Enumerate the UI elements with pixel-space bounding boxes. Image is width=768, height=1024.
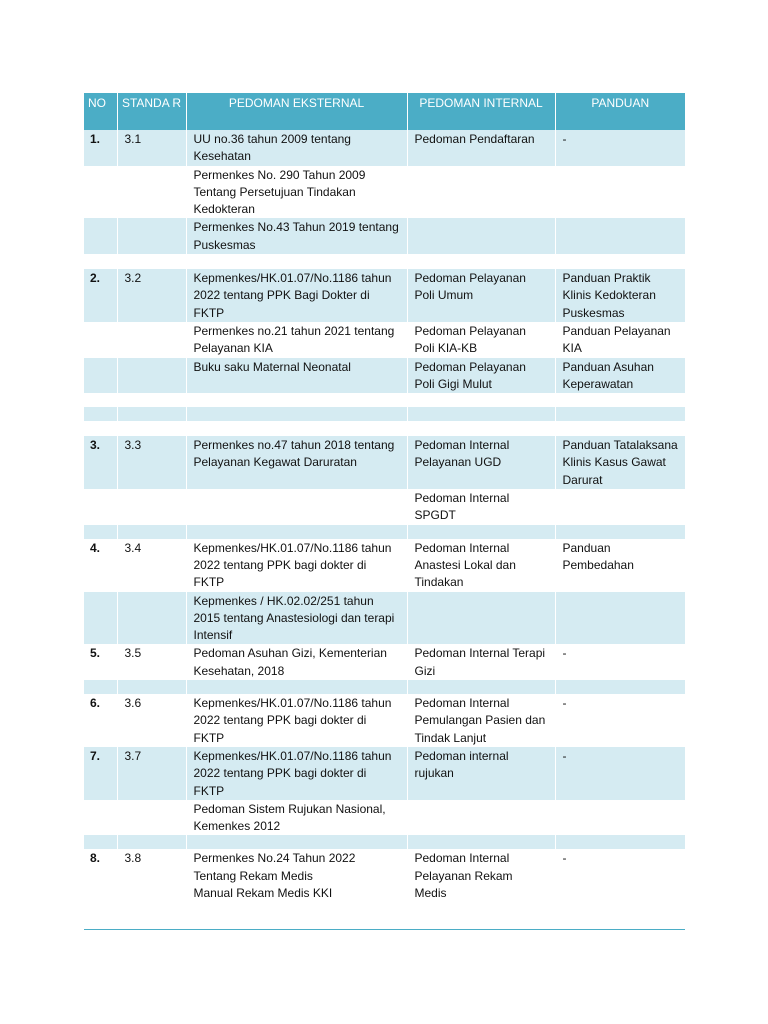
row-number: 8. <box>84 849 117 902</box>
internal-cell: Pedoman Internal SPGDT <box>407 489 555 525</box>
spacer-row <box>84 525 685 539</box>
table-row <box>84 322 685 358</box>
header-standar: STANDA R <box>117 93 186 130</box>
spacer-row <box>84 680 685 694</box>
row-number: 1. <box>84 130 117 166</box>
eksternal-cell: Permenkes no.21 tahun 2021 tentang Pelayanan KIA <box>186 322 407 358</box>
row-number: 5. <box>84 644 117 680</box>
panduan-cell: Panduan Asuhan Keperawatan <box>555 358 685 394</box>
panduan-cell: - <box>555 644 685 680</box>
table-row <box>84 849 685 902</box>
eksternal-cell: Permenkes No. 290 Tahun 2009 Tentang Persetujuan Tindakan Kedokteran <box>186 166 407 219</box>
standar-cell: 3.2 <box>117 269 186 322</box>
row-number: 7. <box>84 747 117 800</box>
standar-cell: 3.6 <box>117 694 186 747</box>
table-row <box>84 644 685 680</box>
table-row <box>84 436 685 489</box>
eksternal-cell: UU no.36 tahun 2009 tentang Kesehatan <box>186 130 407 166</box>
internal-cell: Pedoman Internal Anastesi Lokal dan Tindakan <box>407 539 555 592</box>
header-no: NO <box>84 93 117 130</box>
table-row <box>84 358 685 394</box>
eksternal-cell: Pedoman Sistem Rujukan Nasional, Kemenkes 2012 <box>186 800 407 836</box>
internal-cell: Pedoman Pelayanan Poli Gigi Mulut <box>407 358 555 394</box>
standar-cell: 3.1 <box>117 130 186 166</box>
document-page <box>84 93 685 902</box>
header-panduan: PANDUAN <box>555 93 685 130</box>
table-bottom-border <box>84 929 685 930</box>
eksternal-cell: Pedoman Asuhan Gizi, Kementerian Kesehatan, 2018 <box>186 644 407 680</box>
standar-cell: 3.3 <box>117 436 186 489</box>
panduan-cell: - <box>555 694 685 747</box>
table-row <box>84 166 685 219</box>
table-row <box>84 592 685 645</box>
table-row <box>84 800 685 836</box>
row-number: 4. <box>84 539 117 592</box>
table-row <box>84 130 685 166</box>
table-row <box>84 747 685 800</box>
spacer-row <box>84 407 685 421</box>
panduan-cell: Panduan Praktik Klinis Kedokteran Puskesmas <box>555 269 685 322</box>
standards-table <box>84 93 685 902</box>
internal-cell: Pedoman Internal Pelayanan UGD <box>407 436 555 489</box>
panduan-cell: Panduan Tatalaksana Klinis Kasus Gawat Darurat <box>555 436 685 489</box>
table-row <box>84 489 685 525</box>
panduan-cell: - <box>555 130 685 166</box>
standar-cell: 3.4 <box>117 539 186 592</box>
header-pedoman-eksternal: PEDOMAN EKSTERNAL <box>186 93 407 130</box>
eksternal-cell: Permenkes No.43 Tahun 2019 tentang Puskesmas <box>186 218 407 254</box>
standar-cell: 3.7 <box>117 747 186 800</box>
header-pedoman-internal: PEDOMAN INTERNAL <box>407 93 555 130</box>
row-number: 2. <box>84 269 117 322</box>
spacer-row <box>84 254 685 269</box>
panduan-cell: - <box>555 849 685 902</box>
internal-cell: Pedoman Internal Pelayanan Rekam Medis <box>407 849 555 902</box>
table-row <box>84 694 685 747</box>
spacer-row <box>84 835 685 849</box>
eksternal-cell: Kepmenkes/HK.01.07/No.1186 tahun 2022 tentang PPK Bagi Dokter di FKTP <box>186 269 407 322</box>
eksternal-cell: Kepmenkes/HK.01.07/No.1186 tahun 2022 tentang PPK bagi dokter di FKTP <box>186 539 407 592</box>
eksternal-line: Permenkes No.24 Tahun 2022 Tentang Rekam Medis <box>193 851 356 883</box>
internal-cell: Pedoman Internal Terapi Gizi <box>407 644 555 680</box>
table-row <box>84 269 685 322</box>
panduan-cell: - <box>555 747 685 800</box>
panduan-cell: Panduan Pelayanan KIA <box>555 322 685 358</box>
internal-cell: Pedoman Pelayanan Poli KIA-KB <box>407 322 555 358</box>
table-header-row <box>84 93 685 130</box>
eksternal-cell: Permenkes no.47 tahun 2018 tentang Pelayanan Kegawat Daruratan <box>186 436 407 489</box>
internal-cell: Pedoman Pelayanan Poli Umum <box>407 269 555 322</box>
eksternal-cell: Kepmenkes/HK.01.07/No.1186 tahun 2022 tentang PPK bagi dokter di FKTP <box>186 747 407 800</box>
internal-cell: Pedoman internal rujukan <box>407 747 555 800</box>
standar-cell: 3.8 <box>117 849 186 902</box>
eksternal-cell: Kepmenkes/HK.01.07/No.1186 tahun 2022 tentang PPK bagi dokter di FKTP <box>186 694 407 747</box>
eksternal-line: Manual Rekam Medis KKI <box>193 885 333 900</box>
internal-cell: Pedoman Pendaftaran <box>407 130 555 166</box>
table-row <box>84 218 685 254</box>
spacer-row <box>84 421 685 436</box>
table-row <box>84 539 685 592</box>
eksternal-cell: Buku saku Maternal Neonatal <box>186 358 407 394</box>
row-number: 3. <box>84 436 117 489</box>
row-number: 6. <box>84 694 117 747</box>
internal-cell: Pedoman Internal Pemulangan Pasien dan Tindak Lanjut <box>407 694 555 747</box>
spacer-row <box>84 393 685 407</box>
eksternal-cell <box>186 849 407 902</box>
standar-cell: 3.5 <box>117 644 186 680</box>
panduan-cell: Panduan Pembedahan <box>555 539 685 592</box>
eksternal-cell: Kepmenkes / HK.02.02/251 tahun 2015 tentang Anastesiologi dan terapi Intensif <box>186 592 407 645</box>
